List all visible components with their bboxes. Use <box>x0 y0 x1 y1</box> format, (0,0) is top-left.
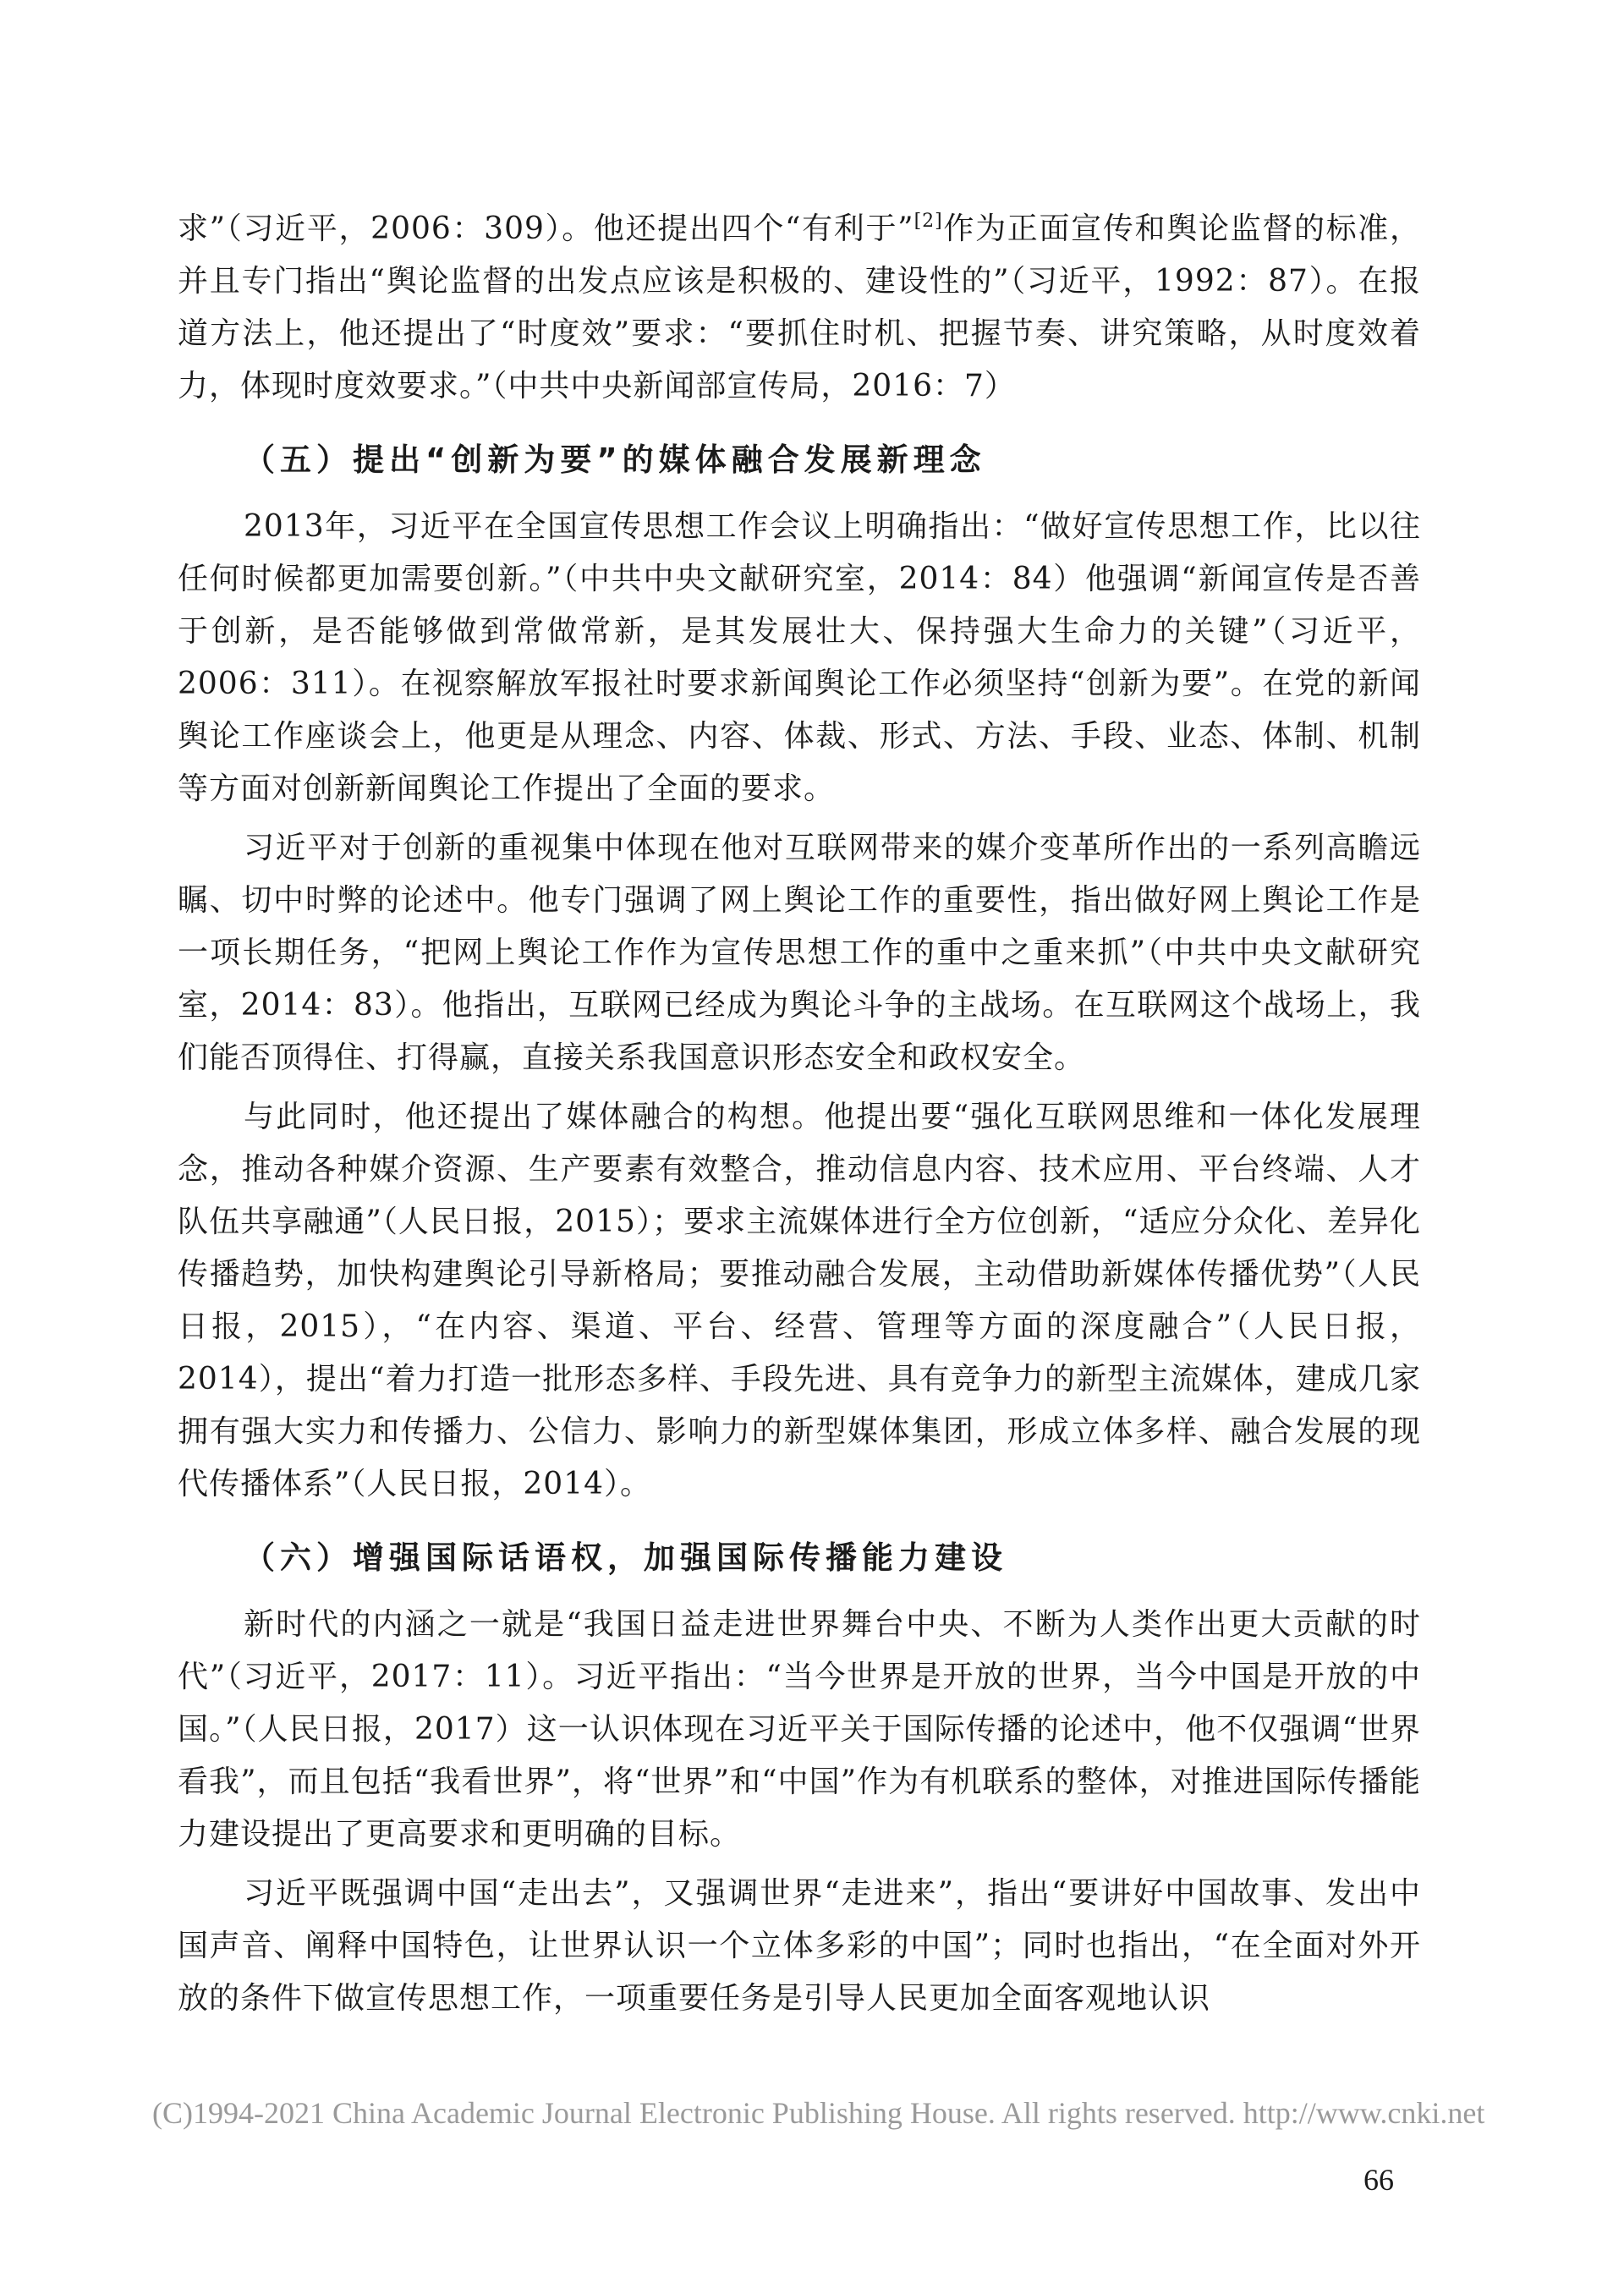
page-number: 66 <box>1363 2163 1394 2197</box>
paragraph-text: 2013年，习近平在全国宣传思想工作会议上明确指出：“做好宣传思想工作，比以往任何时候都更加需要创新。”（中共中央文献研究室，2014：84）他强调“新闻宣传是否善于创新，是否能够做到常做常新，是其发展壮大、保持强大生命力的关键”（习近平，2006：311）。在视察解放军报社时要求新闻舆论工作必须坚持“创新为要”。在党的新闻舆论工作座谈会上，他更是从理念、内容、体裁、形式、方法、手段、业态、体制、机制等方面对创新新闻舆论工作提出了全面的要求。 <box>178 509 1421 806</box>
paragraph-text: 求”（习近平，2006：309）。他还提出四个“有利于” <box>178 211 914 246</box>
paragraph-text: 新时代的内涵之一就是“我国日益走进世界舞台中央、不断为人类作出更大贡献的时代”（习近平，2017：11）。习近平指出：“当今世界是开放的世界，当今中国是开放的中国。”（人民日报，2017）这一认识体现在习近平关于国际传播的论述中，他不仅强调“世界看我”，而且包括“我看世界”，将“世界”和“中国”作为有机联系的整体，对推进国际传播能力建设提出了更高要求和更明确的目标。 <box>178 1607 1421 1852</box>
footnote-marker: [2] <box>914 211 943 232</box>
body-paragraph <box>178 822 1421 1084</box>
paragraph-text: 习近平既强调中国“走出去”，又强调世界“走进来”，指出“要讲好中国故事、发出中国声音、阐释中国特色，让世界认识一个立体多彩的中国”；同时也指出，“在全面对外开放的条件下做宣传思想工作，一项重要任务是引导人民更加全面客观地认识 <box>178 1876 1421 2016</box>
body-paragraph <box>178 501 1421 815</box>
section-heading: （六）增强国际话语权，加强国际传播能力建设 <box>244 1539 1007 1576</box>
body-paragraph <box>178 203 1421 413</box>
paragraph-text: 习近平对于创新的重视集中体现在他对互联网带来的媒介变革所作出的一系列高瞻远瞩、切中时弊的论述中。他专门强调了网上舆论工作的重要性，指出做好网上舆论工作是一项长期任务，“把网上舆论工作作为宣传思想工作的重中之重来抓”（中共中央文献研究室，2014：83）。他指出，互联网已经成为舆论斗争的主战场。在互联网这个战场上，我们能否顶得住、打得赢，直接关系我国意识形态安全和政权安全。 <box>178 831 1421 1075</box>
body-paragraph <box>178 1868 1421 2025</box>
body-paragraph <box>178 1091 1421 1511</box>
article-body <box>178 203 1421 2025</box>
body-paragraph <box>178 1599 1421 1861</box>
paragraph-text: 作为正面宣传和舆论监督的标准，并且专门指出“舆论监督的出发点应该是积极的、建设性的”（习近平，1992：87）。在报道方法上，他还提出了“时度效”要求：“要抓住时机、把握节奏、讲究策略，从时度效着力，体现时度效要求。”（中共中央新闻部宣传局，2016：7） <box>178 211 1421 403</box>
paragraph-text: 与此同时，他还提出了媒体融合的构想。他提出要“强化互联网思维和一体化发展理念，推动各种媒介资源、生产要素有效整合，推动信息内容、技术应用、平台终端、人才队伍共享融通”（人民日报，2015）；要求主流媒体进行全方位创新，“适应分众化、差异化传播趋势，加快构建舆论引导新格局；要推动融合发展，主动借助新媒体传播优势”（人民日报，2015），“在内容、渠道、平台、经营、管理等方面的深度融合”（人民日报，2014），提出“着力打造一批形态多样、手段先进、具有竞争力的新型主流媒体，建成几家拥有强大实力和传播力、公信力、影响力的新型媒体集团，形成立体多样、融合发展的现代传播体系”（人民日报，2014）。 <box>178 1100 1421 1501</box>
section-heading: （五）提出“创新为要”的媒体融合发展新理念 <box>244 442 986 478</box>
copyright-watermark: (C)1994-2021 China Academic Journal Electronic Publishing House. All rights reserved. http://www.cnki.net <box>152 2096 1485 2130</box>
